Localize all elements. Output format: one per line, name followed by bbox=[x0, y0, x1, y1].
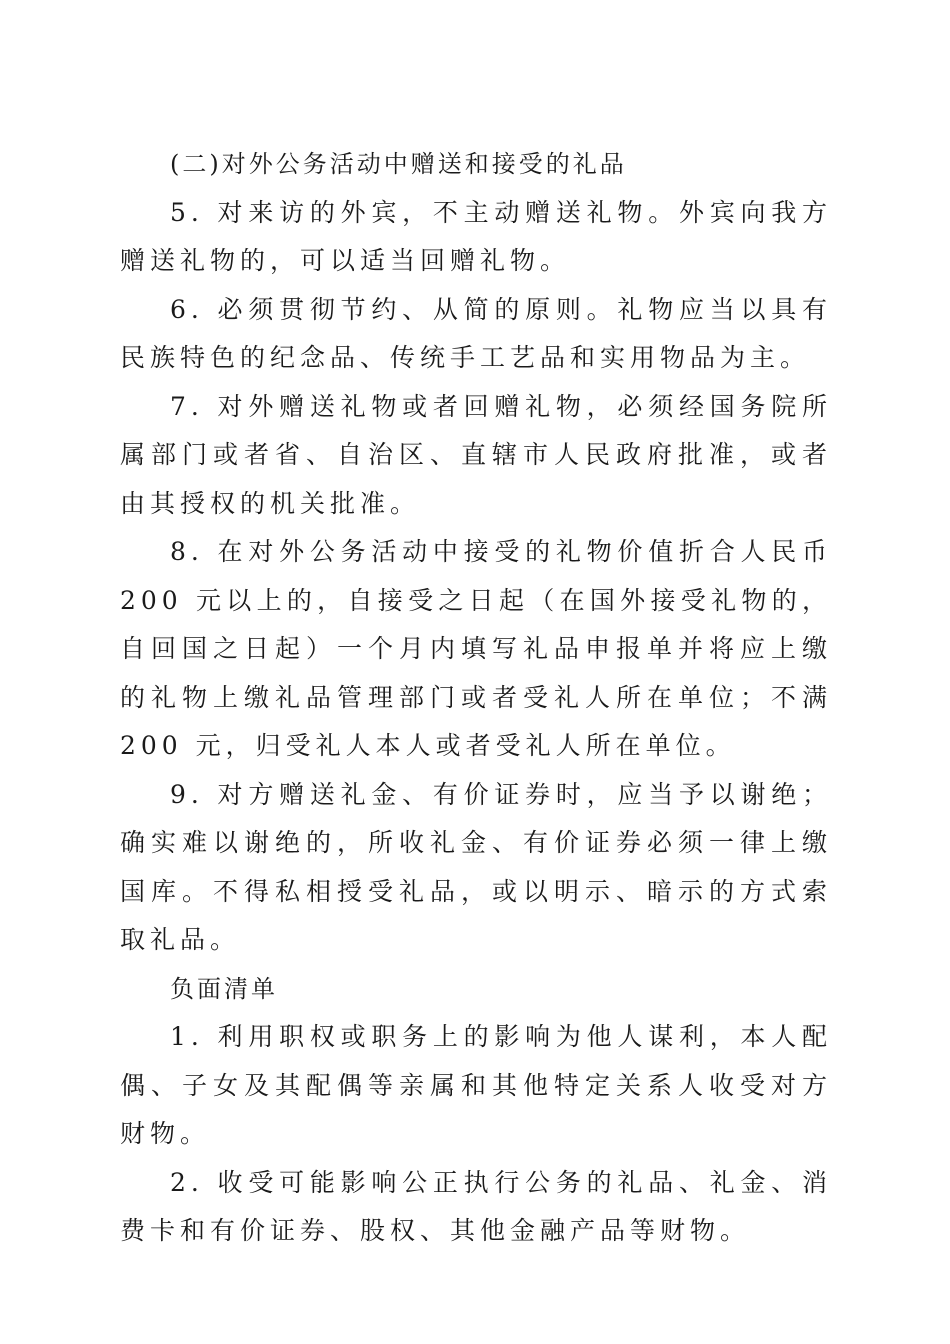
paragraph-item-7: 7. 对外赠送礼物或者回赠礼物，必须经国务院所属部门或者省、自治区、直辖市人民政府批准，或者由其授权的机关批准。 bbox=[120, 391, 832, 518]
paragraph-item-5: 5. 对来访的外宾，不主动赠送礼物。外宾向我方赠送礼物的，可以适当回赠礼物。 bbox=[120, 197, 832, 275]
document-page bbox=[120, 140, 832, 1256]
paragraph-item-6: 6. 必须贯彻节约、从简的原则。礼物应当以具有民族特色的纪念品、传统手工艺品和实用物品为主。 bbox=[120, 294, 832, 372]
negative-item-2: 2. 收受可能影响公正执行公务的礼品、礼金、消费卡和有价证券、股权、其他金融产品等财物。 bbox=[120, 1167, 832, 1245]
section-heading: (二)对外公务活动中赠送和接受的礼品 bbox=[170, 150, 627, 178]
negative-item-1: 1. 利用职权或职务上的影响为他人谋利，本人配偶、子女及其配偶等亲属和其他特定关系人收受对方财物。 bbox=[120, 1022, 832, 1148]
paragraph-item-8: 8. 在对外公务活动中接受的礼物价值折合人民币 200 元以上的，自接受之日起（在国外接受礼物的，自回国之日起）一个月内填写礼品申报单并将应上缴的礼物上缴礼品管理部门或者受礼人所在单位；不满 200 元，归受礼人本人或者受礼人所在单位。 bbox=[120, 537, 832, 760]
paragraph-item-9: 9. 对方赠送礼金、有价证券时，应当予以谢绝；确实难以谢绝的，所收礼金、有价证券必须一律上缴国库。不得私相授受礼品，或以明示、暗示的方式索取礼品。 bbox=[120, 779, 832, 954]
negative-list-heading: 负面清单 bbox=[170, 974, 278, 1003]
